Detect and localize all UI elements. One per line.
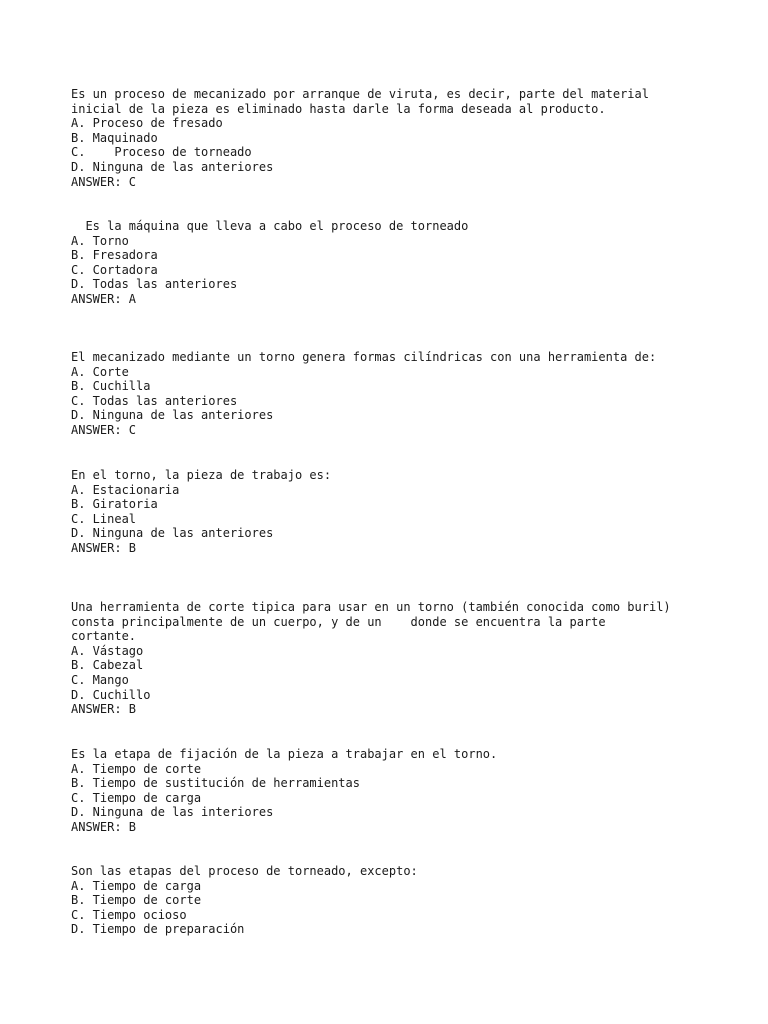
option-b: B. Cuchilla — [71, 379, 151, 394]
question-7 — [71, 864, 721, 937]
answer-line: ANSWER: B — [71, 702, 137, 717]
option-b: B. Cabezal — [71, 658, 144, 673]
option-d: D. Ninguna de las interiores — [71, 805, 274, 820]
option-c: C. Tiempo de carga — [71, 790, 202, 805]
answer-line: ANSWER: B — [71, 540, 137, 555]
option-c: C. Cortadora — [71, 262, 158, 277]
option-a: A. Estacionaria — [71, 482, 180, 497]
option-d: D. Todas las anteriores — [71, 277, 238, 292]
question-1 — [71, 87, 721, 189]
answer-line: ANSWER: C — [71, 422, 137, 437]
question-stem-line: cortante. — [71, 629, 137, 644]
question-2 — [71, 219, 721, 307]
option-d: D. Ninguna de las anteriores — [71, 408, 274, 423]
question-stem-line: Es la máquina que lleva a cabo el proceso de torneado — [71, 219, 469, 233]
option-b: B. Tiempo de sustitución de herramientas — [71, 776, 360, 791]
option-d: D. Ninguna de las anteriores — [71, 526, 274, 541]
answer-line: ANSWER: A — [71, 291, 137, 306]
question-6 — [71, 747, 721, 835]
answer-line: ANSWER: C — [71, 174, 137, 189]
question-stem-line: consta principalmente de un cuerpo, y de un donde se encuentra la parte — [71, 614, 606, 629]
option-a: A. Tiempo de carga — [71, 878, 202, 893]
option-b: B. Tiempo de corte — [71, 893, 202, 908]
option-a: A. Tiempo de corte — [71, 761, 202, 776]
option-c: C. Proceso de torneado — [71, 145, 252, 160]
option-a: A. Torno — [71, 233, 129, 248]
option-d: D. Cuchillo — [71, 687, 151, 702]
question-5 — [71, 600, 721, 717]
question-stem-line: En el torno, la pieza de trabajo es: — [71, 468, 332, 482]
option-d: D. Tiempo de preparación — [71, 922, 245, 937]
option-c: C. Mango — [71, 672, 129, 687]
option-c: C. Lineal — [71, 511, 137, 526]
question-stem-line: inicial de la pieza es eliminado hasta darle la forma deseada al producto. — [71, 101, 606, 116]
option-b: B. Fresadora — [71, 248, 158, 263]
option-b: B. Giratoria — [71, 497, 158, 512]
question-4 — [71, 468, 721, 556]
option-c: C. Todas las anteriores — [71, 393, 238, 408]
question-stem-line: Son las etapas del proceso de torneado, excepto: — [71, 864, 418, 878]
option-a: A. Proceso de fresado — [71, 116, 223, 131]
option-a: A. Vástago — [71, 643, 144, 658]
option-a: A. Corte — [71, 364, 129, 379]
question-stem-line: Una herramienta de corte tipica para usar en un torno (también conocida como buril) — [71, 600, 671, 614]
question-3 — [71, 350, 721, 438]
question-stem-line: Es la etapa de fijación de la pieza a trabajar en el torno. — [71, 747, 498, 761]
question-stem-line: Es un proceso de mecanizado por arranque de viruta, es decir, parte del material — [71, 87, 649, 101]
question-stem-line: El mecanizado mediante un torno genera formas cilíndricas con una herramienta de: — [71, 350, 657, 364]
option-c: C. Tiempo ocioso — [71, 907, 187, 922]
option-b: B. Maquinado — [71, 130, 158, 145]
option-d: D. Ninguna de las anteriores — [71, 159, 274, 174]
answer-line: ANSWER: B — [71, 819, 137, 834]
